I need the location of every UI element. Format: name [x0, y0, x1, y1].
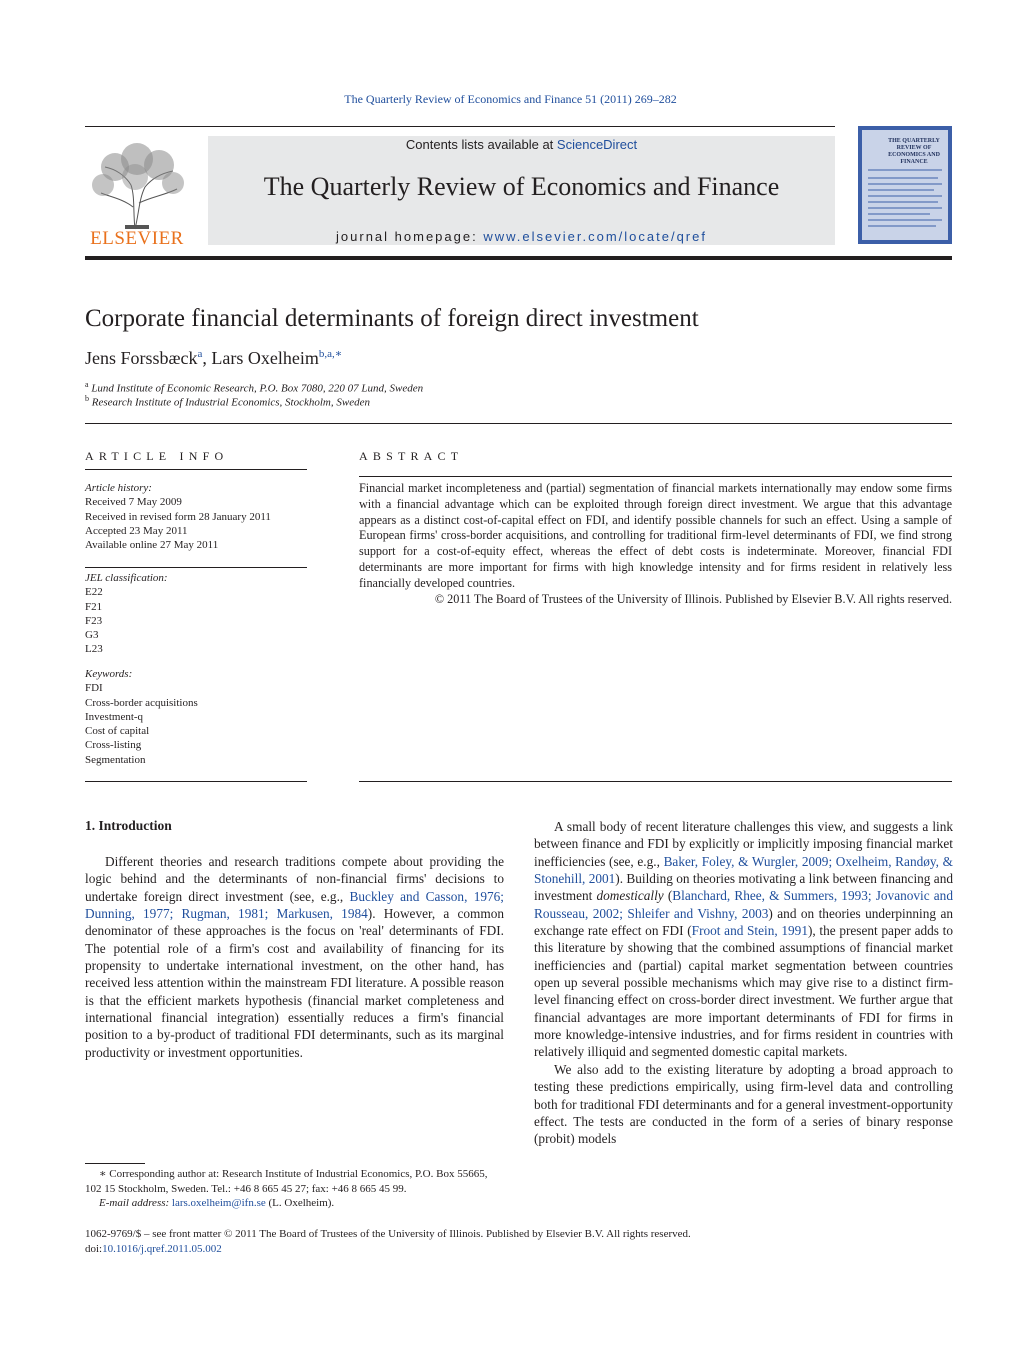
- body-column-right: [534, 818, 953, 1148]
- article-info-rule: [85, 567, 307, 568]
- header-thick-rule: [85, 256, 952, 260]
- affiliation-mark: b: [85, 394, 89, 403]
- jel-code: L23: [85, 643, 103, 656]
- doi-link[interactable]: 10.1016/j.qref.2011.05.002: [102, 1242, 222, 1255]
- paragraph-text: ). Building on theories motivating a link between financing and investment: [534, 871, 953, 904]
- article-title: Corporate financial determinants of foreign direct investment: [85, 305, 699, 332]
- keywords: [85, 667, 307, 767]
- paragraph-text: A small body of recent literature challenges this view, and suggests a link between finance and FDI by explicitly or implicitly imposing financial market inefficiencies (see, e.g.,: [534, 819, 953, 869]
- cover-title: THE QUARTERLY REVIEW OF ECONOMICS AND FINANCE: [888, 138, 940, 165]
- contents-line: [208, 137, 835, 152]
- affiliation-text: Lund Institute of Economic Research, P.O. Box 7080, 220 07 Lund, Sweden: [91, 382, 424, 395]
- abstract-rule: [359, 781, 952, 782]
- jel-label: JEL classification:: [85, 572, 168, 584]
- paragraph: [85, 853, 504, 1061]
- email-link[interactable]: lars.oxelheim@ifn.se: [171, 1197, 266, 1210]
- keyword: FDI: [85, 682, 103, 695]
- jel-code: E22: [85, 586, 103, 599]
- journal-reference[interactable]: The Quarterly Review of Economics and Finance 51 (2011) 269–282: [344, 92, 677, 106]
- header-rule: [85, 126, 835, 127]
- journal-cover-thumbnail: [858, 126, 952, 244]
- jel-code: F23: [85, 614, 103, 627]
- affiliation: [85, 394, 370, 409]
- article-history: [85, 481, 307, 552]
- front-matter: [85, 1227, 691, 1256]
- keyword: Cost of capital: [85, 725, 150, 738]
- corresponding-author-note: ∗ Corresponding author at: Research Institute of Industrial Economics, P.O. Box 55665, 102 15 Stockholm, Sweden. Tel.: +46 8 665 45 27; fax: +46 8 665 45 99.: [85, 1168, 488, 1195]
- paragraph-text: ) and on theories underpinning an exchange rate effect on FDI (: [534, 905, 953, 939]
- paragraph-text: Different theories and research traditions compete about providing the logic behind and the determinants of non-financial firms' decisions to undertake foreign direct investment (see, e.g.,: [85, 854, 504, 904]
- author-list: [85, 347, 342, 369]
- email-suffix: (L. Oxelheim).: [265, 1197, 335, 1210]
- author-affil-mark[interactable]: b,a,∗: [318, 348, 343, 360]
- emphasis-text: domestically: [596, 888, 664, 904]
- affiliation: [85, 380, 423, 395]
- affiliation-mark: a: [85, 380, 89, 389]
- author-name: Jens Forssbæck: [85, 348, 198, 368]
- paragraph-text: ), the present paper adds to this literature by showing that the combined assumptions of financial market inefficiencies and (partial) capital market segmentation between countries open up several possible mechanisms which may give rise to a distinct firm-level financing effect on cross-border direct investment. We further argue that financial advantages are more important determinants of FDI for firms in more knowledge-intensive industries, and for firms resident in countries with relatively illiquid and segmented domestic capital markets.: [534, 923, 953, 1060]
- keyword: Cross-listing: [85, 739, 142, 752]
- keyword: Cross-border acquisitions: [85, 696, 198, 709]
- citation-link[interactable]: Buckley and Casson, 1976; Dunning, 1977; Rugman, 1981; Markusen, 1984: [85, 888, 504, 922]
- article-info-rule: [85, 469, 307, 470]
- history-label: Article history:: [85, 482, 152, 494]
- keyword: Segmentation: [85, 753, 146, 766]
- keyword: Investment-q: [85, 710, 144, 723]
- sciencedirect-link[interactable]: ScienceDirect: [556, 137, 638, 152]
- abstract-heading: ABSTRACT: [359, 449, 464, 463]
- elsevier-logo: [85, 137, 189, 249]
- footnote: [85, 1167, 504, 1211]
- contents-prefix: Contents lists available at: [405, 137, 554, 152]
- email-label: E-mail address:: [99, 1197, 170, 1210]
- article-info-rule: [85, 781, 307, 782]
- citation-link[interactable]: Froot and Stein, 1991: [691, 923, 808, 939]
- citation-link[interactable]: Blanchard, Rhee, & Summers, 1993; Jovanovic and Rousseau, 2002; Shleifer and Vishny, 2003: [534, 888, 953, 921]
- article-info-heading: ARTICLE INFO: [85, 449, 229, 463]
- author-affil-mark[interactable]: a: [197, 348, 203, 360]
- body-column-left: [85, 853, 504, 1061]
- doi-line: [85, 1242, 691, 1257]
- history-entry: Received in revised form 28 January 2011: [85, 510, 271, 523]
- jel-code: G3: [85, 629, 99, 642]
- doi-prefix: doi:: [85, 1242, 103, 1255]
- history-entry: Received 7 May 2009: [85, 496, 182, 509]
- journal-title: The Quarterly Review of Economics and Finance: [263, 172, 780, 201]
- issn-line: 1062-9769/$ – see front matter © 2011 The Board of Trustees of the University of Illinois. Published by Elsevier B.V. All rights reserved.: [85, 1228, 691, 1240]
- affiliation-text: Research Institute of Industrial Economics, Stockholm, Sweden: [91, 396, 370, 409]
- history-entry: Accepted 23 May 2011: [85, 524, 188, 537]
- paragraph-text: (: [663, 888, 673, 904]
- homepage-line: [208, 229, 835, 244]
- paragraph-text: ). However, a common denominator of these approaches is the focus on 'real' determinants of FDI. The potential role of a firm's cost and availability of financing for its propensity to undertake international investment, on the other hand, has received less attention within the mainstream FDI literature. A possible reason is that the efficient markets hypothesis (financial market completeness and international financial integration) essentially reduces a firm's financial position to a by-product of traditional FDI determinants, such as its marginal productivity or investment opportunities.: [85, 906, 504, 1060]
- homepage-link[interactable]: www.elsevier.com/locate/qref: [483, 229, 707, 244]
- email-line: [85, 1196, 504, 1211]
- paragraph: We also add to the existing literature by adopting a broad approach to testing these predictions empirically, using firm-level data and controlling both for traditional FDI determinants and for a general investment-opportunity effect. The tests are conducted in the form of a series of binary response (probit) models: [534, 1061, 953, 1147]
- citation-link[interactable]: Baker, Foley, & Wurgler, 2009; Oxelheim, Randøy, & Stonehill, 2001: [534, 853, 953, 887]
- footnote-rule: [85, 1163, 145, 1164]
- homepage-prefix: journal homepage:: [336, 229, 478, 244]
- author-separator: ,: [202, 348, 212, 368]
- jel-code: F21: [85, 600, 103, 613]
- paragraph: [534, 818, 953, 1061]
- history-entry: Available online 27 May 2011: [85, 539, 219, 552]
- author-name: Lars Oxelheim: [211, 348, 319, 368]
- jel-classification: [85, 571, 307, 657]
- elsevier-wordmark: ELSEVIER: [90, 228, 184, 249]
- title-divider: [85, 423, 952, 424]
- abstract-rule: [359, 476, 952, 477]
- section-heading: 1. Introduction: [85, 818, 172, 833]
- copyright-notice: © 2011 The Board of Trustees of the University of Illinois. Published by Elsevier B.V. All rights reserved.: [434, 592, 952, 606]
- abstract-text: Financial market incompleteness and (partial) segmentation of financial markets internationally may endow some firms with a financial advantage which can be exploited through foreign direct investment. We argue that this advantage appears as a distinct cost-of-capital effect on FDI, and identify possible channels for such an effect. Using a sample of European firms' cross-border acquisitions, and controlling for traditional firm-level determinants of FDI, we find strong support for a cost-of-equity effect, whereas the effect of debt costs is indeterminate. Moreover, financial FDI determinants are more important for firms with high knowledge intensity and for firms resident in relatively less financially developed countries.: [359, 481, 952, 590]
- keywords-label: Keywords:: [85, 668, 133, 680]
